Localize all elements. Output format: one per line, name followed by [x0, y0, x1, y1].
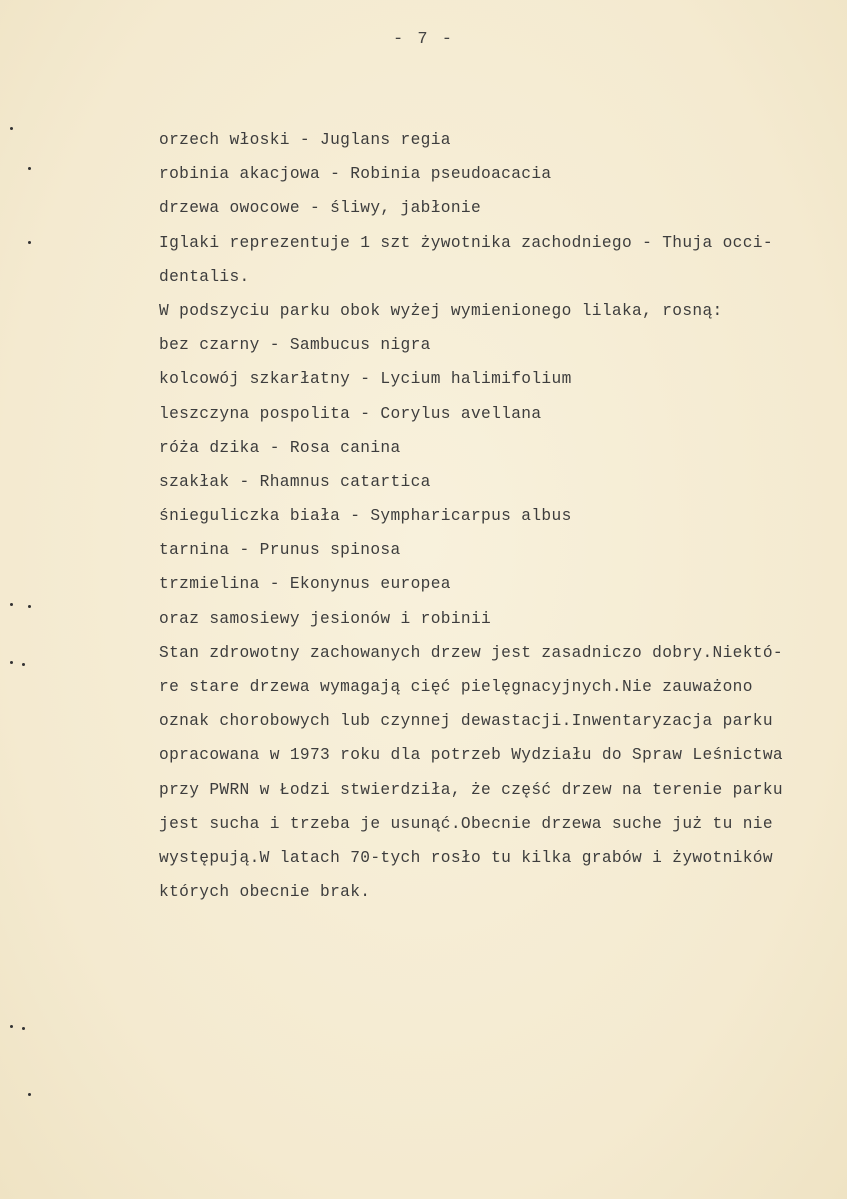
scan-speck — [22, 1027, 25, 1030]
text-line: Iglaki reprezentuje 1 szt żywotnika zachodniego - Thuja occi- — [159, 233, 773, 252]
body-text — [159, 123, 819, 909]
text-line: kolcowój szkarłatny - Lycium halimifolium — [159, 370, 572, 389]
text-line: szakłak - Rhamnus catartica — [159, 472, 431, 491]
text-line: opracowana w 1973 roku dla potrzeb Wydziału do Spraw Leśnictwa — [159, 746, 783, 765]
text-line: dentalis. — [159, 267, 250, 286]
scan-speck — [22, 663, 25, 666]
scan-speck — [28, 167, 31, 170]
scan-speck — [10, 661, 13, 664]
text-line: Stan zdrowotny zachowanych drzew jest zasadniczo dobry.Niektó- — [159, 643, 783, 662]
text-line: trzmielina - Ekonynus europea — [159, 575, 451, 594]
text-line: drzewa owocowe - śliwy, jabłonie — [159, 199, 482, 218]
text-line: oznak chorobowych lub czynnej dewastacji.Inwentaryzacja parku — [159, 712, 773, 731]
text-line: re stare drzewa wymagają cięć pielęgnacyjnych.Nie zauważono — [159, 678, 753, 696]
scan-speck — [28, 605, 31, 608]
scan-speck — [28, 241, 31, 244]
text-line: leszczyna pospolita - Corylus avellana — [159, 404, 542, 423]
text-line: orzech włoski - Juglans regia — [159, 131, 451, 149]
text-line: tarnina - Prunus spinosa — [159, 541, 401, 560]
text-line: jest sucha i trzeba je usunąć.Obecnie drzewa suche już tu nie — [159, 814, 773, 833]
scan-speck — [28, 1093, 31, 1096]
text-line: występują.W latach 70-tych rosło tu kilka grabów i żywotników — [159, 848, 773, 867]
text-line: przy PWRN w Łodzi stwierdziła, że część drzew na terenie parku — [159, 780, 783, 799]
text-line: róża dzika - Rosa canina — [159, 438, 401, 457]
scan-speck — [10, 1025, 13, 1028]
page-number: - 7 - — [392, 30, 454, 49]
text-line: robinia akacjowa - Robinia pseudoacacia — [159, 165, 552, 184]
text-line: bez czarny - Sambucus nigra — [159, 336, 431, 355]
text-line: W podszyciu parku obok wyżej wymienionego lilaka, rosną: — [159, 301, 723, 320]
scan-speck — [10, 127, 13, 130]
text-line: oraz samosiewy jesionów i robinii — [159, 609, 492, 628]
text-line: śnieguliczka biała - Sympharicarpus albus — [159, 507, 572, 526]
text-line: których obecnie brak. — [159, 883, 371, 902]
scan-speck — [10, 603, 13, 606]
